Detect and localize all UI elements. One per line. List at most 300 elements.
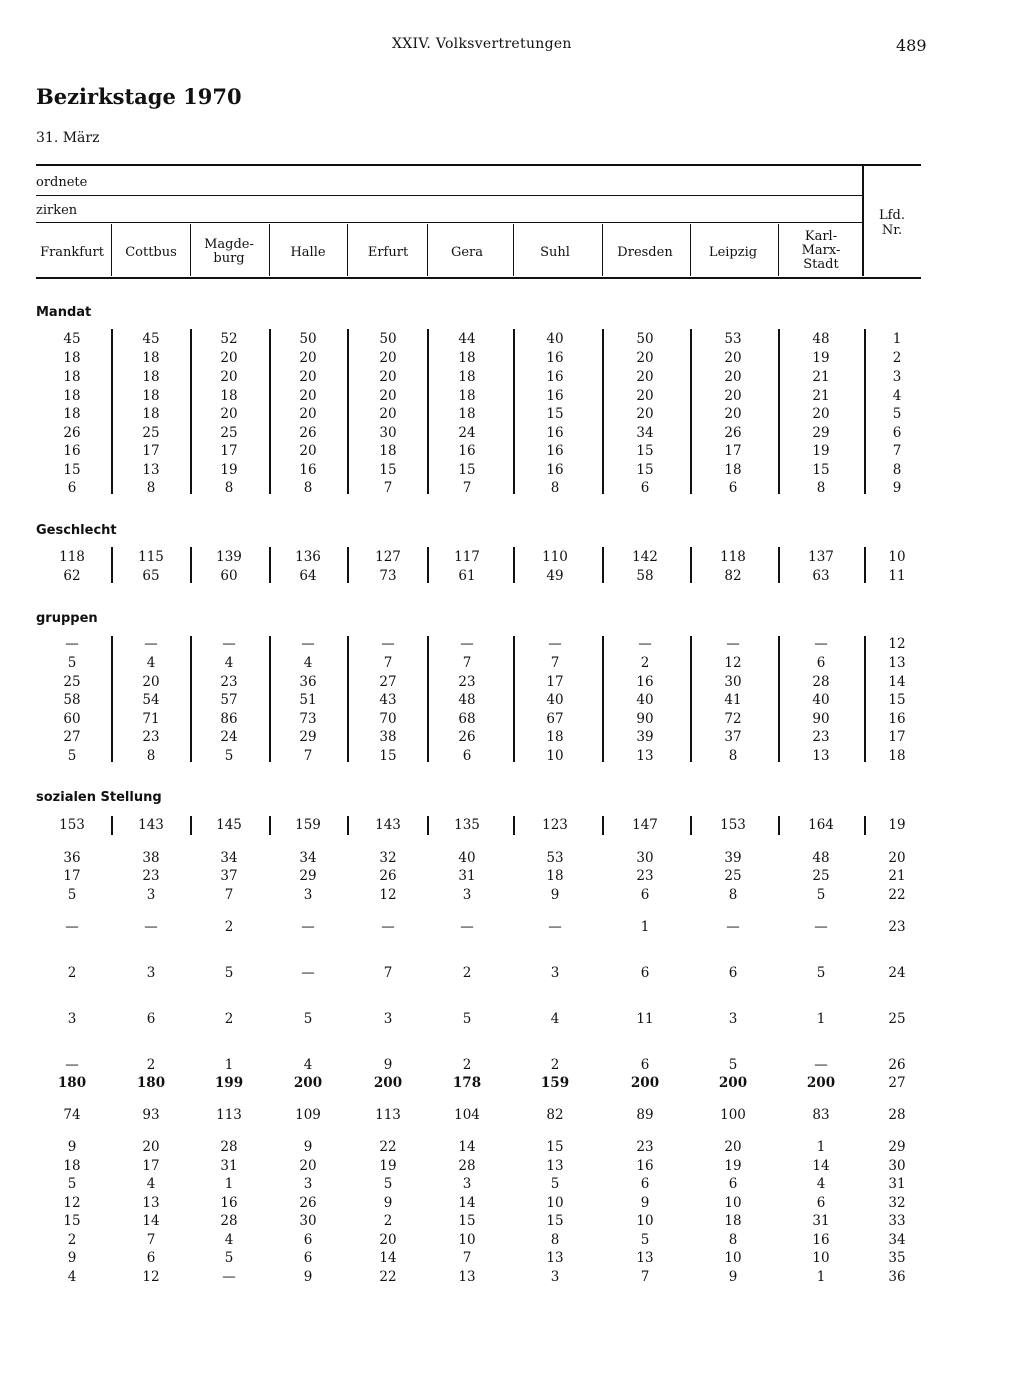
table-cell: — [548, 919, 562, 935]
table-cell: 32 [379, 850, 397, 866]
table-cell: 22 [379, 1269, 397, 1285]
table-cell: 60 [220, 568, 238, 584]
table-cell: 20 [636, 406, 654, 422]
table-cell: 26 [299, 425, 317, 441]
table-cell: 7 [383, 655, 393, 671]
table-cell: 20 [724, 406, 742, 422]
table-cell: 19 [812, 350, 830, 366]
table-cell: 5 [640, 1232, 650, 1248]
lfd-number: 30 [888, 1158, 906, 1174]
table-cell: 5 [383, 1176, 393, 1192]
table-cell: 200 [806, 1075, 836, 1091]
table-cell: — [381, 919, 395, 935]
table-cell: 3 [462, 887, 472, 903]
column-divider [347, 329, 349, 494]
table-cell: 23 [636, 1139, 654, 1155]
column-divider [427, 636, 429, 762]
running-head: XXIV. Volksvertretungen [392, 36, 572, 52]
table-cell: 4 [146, 1176, 156, 1192]
table-cell: 25 [812, 868, 830, 884]
table-cell: 18 [458, 350, 476, 366]
table-cell: — [381, 636, 395, 652]
section-heading: sozialen Stellung [36, 790, 162, 805]
table-cell: 67 [546, 711, 564, 727]
table-cell: 68 [458, 711, 476, 727]
lfd-number: 27 [888, 1075, 906, 1091]
table-cell: 5 [67, 655, 77, 671]
table-cell: 19 [812, 443, 830, 459]
table-cell: 24 [220, 729, 238, 745]
lfd-number: 20 [888, 850, 906, 866]
column-header: Cottbus [125, 245, 177, 260]
table-cell: 10 [636, 1213, 654, 1229]
table-cell: 14 [458, 1139, 476, 1155]
table-cell: 34 [220, 850, 238, 866]
table-cell: 180 [57, 1075, 87, 1091]
table-cell: 1 [816, 1011, 826, 1027]
lfd-divider [862, 166, 864, 276]
table-cell: 12 [142, 1269, 160, 1285]
section-heading: Mandat [36, 305, 92, 320]
table-cell: 20 [379, 1232, 397, 1248]
table-cell: 7 [640, 1269, 650, 1285]
lfd-number: 4 [892, 388, 902, 404]
column-divider [111, 636, 113, 762]
header-rule-2 [36, 222, 864, 223]
column-divider [513, 547, 515, 583]
table-cell: 2 [67, 965, 77, 981]
table-cell: 20 [724, 369, 742, 385]
table-cell: 5 [816, 965, 826, 981]
table-cell: 48 [812, 331, 830, 347]
table-cell: 200 [630, 1075, 660, 1091]
table-cell: 20 [636, 388, 654, 404]
table-cell: 6 [303, 1232, 313, 1248]
table-cell: 16 [546, 388, 564, 404]
table-cell: 26 [63, 425, 81, 441]
table-cell: 9 [383, 1195, 393, 1211]
lfd-number: 26 [888, 1057, 906, 1073]
table-cell: 18 [546, 868, 564, 884]
table-cell: 73 [379, 568, 397, 584]
column-divider [602, 224, 603, 276]
table-cell: 16 [299, 462, 317, 478]
table-cell: 20 [379, 406, 397, 422]
table-cell: 27 [379, 674, 397, 690]
table-cell: 3 [67, 1011, 77, 1027]
table-cell: 16 [546, 350, 564, 366]
table-cell: 30 [636, 850, 654, 866]
table-cell: 137 [808, 549, 834, 565]
table-cell: 37 [724, 729, 742, 745]
table-cell: — [65, 1057, 79, 1073]
table-cell: 118 [720, 549, 746, 565]
table-cell: 28 [458, 1158, 476, 1174]
table-cell: 16 [458, 443, 476, 459]
column-divider [778, 816, 780, 835]
table-cell: 18 [458, 406, 476, 422]
table-cell: 20 [220, 406, 238, 422]
table-cell: 1 [224, 1057, 234, 1073]
table-cell: 45 [142, 331, 160, 347]
table-cell: 110 [542, 549, 568, 565]
table-cell: 13 [142, 462, 160, 478]
table-cell: 41 [724, 692, 742, 708]
table-cell: 17 [142, 1158, 160, 1174]
table-cell: 15 [63, 462, 81, 478]
lfd-number: 2 [892, 350, 902, 366]
table-cell: 6 [728, 965, 738, 981]
table-cell: 3 [383, 1011, 393, 1027]
table-cell: — [814, 919, 828, 935]
table-cell: 23 [636, 868, 654, 884]
table-cell: 5 [728, 1057, 738, 1073]
table-cell: 29 [299, 729, 317, 745]
column-header: Halle [290, 245, 326, 260]
lfd-number: 8 [892, 462, 902, 478]
section-heading: gruppen [36, 611, 98, 626]
column-divider [513, 224, 514, 276]
column-divider [602, 816, 604, 835]
table-cell: 16 [63, 443, 81, 459]
table-cell: 18 [379, 443, 397, 459]
table-cell: 5 [224, 965, 234, 981]
table-cell: — [222, 636, 236, 652]
lfd-number: 36 [888, 1269, 906, 1285]
column-header: Magde- burg [204, 237, 254, 266]
table-cell: 40 [546, 331, 564, 347]
table-cell: 6 [728, 1176, 738, 1192]
lfd-number: 21 [888, 868, 906, 884]
table-cell: — [460, 636, 474, 652]
column-divider [269, 224, 270, 276]
table-cell: 20 [636, 350, 654, 366]
table-cell: 9 [550, 887, 560, 903]
table-cell: 18 [724, 1213, 742, 1229]
table-cell: 50 [379, 331, 397, 347]
header-rule-1 [36, 195, 864, 196]
table-cell: 17 [220, 443, 238, 459]
table-cell: 36 [299, 674, 317, 690]
table-cell: 104 [454, 1107, 480, 1123]
table-cell: 17 [63, 868, 81, 884]
table-cell: 31 [458, 868, 476, 884]
table-cell: 113 [216, 1107, 242, 1123]
table-cell: 8 [146, 480, 156, 496]
table-cell: 159 [540, 1075, 570, 1091]
table-cell: 9 [67, 1250, 77, 1266]
table-cell: 5 [224, 748, 234, 764]
table-cell: 16 [636, 1158, 654, 1174]
table-cell: 21 [812, 369, 830, 385]
table-cell: 12 [63, 1195, 81, 1211]
table-cell: 8 [303, 480, 313, 496]
lfd-number: 33 [888, 1213, 906, 1229]
table-cell: 3 [728, 1011, 738, 1027]
column-divider [190, 224, 191, 276]
lfd-number: 23 [888, 919, 906, 935]
table-cell: 22 [379, 1139, 397, 1155]
table-cell: 15 [458, 462, 476, 478]
table-cell: 3 [146, 887, 156, 903]
table-cell: 61 [458, 568, 476, 584]
column-divider [690, 636, 692, 762]
table-cell: 20 [220, 350, 238, 366]
table-cell: 10 [546, 748, 564, 764]
table-cell: 164 [808, 817, 834, 833]
column-divider [269, 329, 271, 494]
table-cell: — [65, 919, 79, 935]
table-cell: 2 [146, 1057, 156, 1073]
table-cell: 51 [299, 692, 317, 708]
lfd-number: 15 [888, 692, 906, 708]
table-cell: 28 [220, 1139, 238, 1155]
column-divider [190, 816, 192, 835]
page-number: 489 [896, 36, 927, 55]
table-cell: 9 [383, 1057, 393, 1073]
table-cell: 21 [812, 388, 830, 404]
table-cell: 20 [636, 369, 654, 385]
table-cell: 37 [220, 868, 238, 884]
column-divider [190, 636, 192, 762]
column-header: Gera [450, 245, 484, 260]
column-divider [864, 636, 866, 762]
column-divider [111, 329, 113, 494]
table-cell: 8 [728, 748, 738, 764]
table-cell: 23 [220, 674, 238, 690]
table-cell: — [726, 636, 740, 652]
table-cell: 20 [299, 1158, 317, 1174]
table-cell: 10 [546, 1195, 564, 1211]
table-cell: 4 [224, 655, 234, 671]
table-cell: 16 [546, 462, 564, 478]
header-row-ordnete: ordnete [36, 175, 88, 190]
table-cell: 18 [63, 388, 81, 404]
table-cell: 2 [462, 1057, 472, 1073]
lfd-number: 28 [888, 1107, 906, 1123]
table-cell: 5 [816, 887, 826, 903]
table-cell: 23 [812, 729, 830, 745]
column-divider [513, 816, 515, 835]
table-cell: 143 [375, 817, 401, 833]
table-cell: — [638, 636, 652, 652]
table-cell: 18 [220, 388, 238, 404]
table-cell: 17 [724, 443, 742, 459]
lfd-number: 18 [888, 748, 906, 764]
column-divider [602, 329, 604, 494]
table-cell: 18 [63, 1158, 81, 1174]
table-cell: 6 [816, 1195, 826, 1211]
column-divider [513, 636, 515, 762]
table-cell: 48 [812, 850, 830, 866]
table-cell: 6 [146, 1250, 156, 1266]
table-cell: 7 [462, 1250, 472, 1266]
column-divider [602, 547, 604, 583]
lfd-number: 3 [892, 369, 902, 385]
table-cell: — [548, 636, 562, 652]
table-cell: 14 [142, 1213, 160, 1229]
table-cell: 90 [812, 711, 830, 727]
table-cell: 8 [728, 1232, 738, 1248]
table-cell: 5 [303, 1011, 313, 1027]
table-cell: 13 [812, 748, 830, 764]
column-divider [864, 816, 866, 835]
table-cell: 6 [816, 655, 826, 671]
table-cell: 45 [63, 331, 81, 347]
table-cell: 44 [458, 331, 476, 347]
table-cell: 20 [142, 1139, 160, 1155]
table-cell: 15 [636, 462, 654, 478]
column-divider [778, 329, 780, 494]
table-cell: 15 [546, 406, 564, 422]
table-cell: 18 [458, 369, 476, 385]
table-cell: 23 [458, 674, 476, 690]
table-cell: 199 [214, 1075, 244, 1091]
column-divider [427, 224, 428, 276]
table-cell: — [144, 919, 158, 935]
column-divider [513, 329, 515, 494]
table-cell: 127 [375, 549, 401, 565]
table-cell: — [814, 1057, 828, 1073]
table-cell: 10 [812, 1250, 830, 1266]
lfd-number: 34 [888, 1232, 906, 1248]
table-cell: 2 [383, 1213, 393, 1229]
table-cell: 70 [379, 711, 397, 727]
table-cell: 11 [636, 1011, 654, 1027]
column-divider [347, 816, 349, 835]
lfd-number: 13 [888, 655, 906, 671]
table-cell: 8 [146, 748, 156, 764]
table-cell: 50 [299, 331, 317, 347]
table-cell: 34 [299, 850, 317, 866]
table-cell: 200 [373, 1075, 403, 1091]
column-divider [778, 547, 780, 583]
lfd-number: 24 [888, 965, 906, 981]
column-divider [190, 329, 192, 494]
table-cell: 4 [146, 655, 156, 671]
table-cell: 40 [812, 692, 830, 708]
table-cell: 20 [299, 350, 317, 366]
column-divider [864, 329, 866, 494]
table-cell: 20 [220, 369, 238, 385]
lfd-number: 6 [892, 425, 902, 441]
table-cell: 19 [724, 1158, 742, 1174]
table-cell: 5 [224, 1250, 234, 1266]
table-cell: 118 [59, 549, 85, 565]
table-cell: 40 [458, 850, 476, 866]
table-cell: — [726, 919, 740, 935]
table-cell: 20 [379, 350, 397, 366]
table-cell: 4 [816, 1176, 826, 1192]
table-cell: 8 [816, 480, 826, 496]
table-cell: 43 [379, 692, 397, 708]
table-cell: 7 [383, 965, 393, 981]
table-cell: 34 [636, 425, 654, 441]
table-cell: 31 [812, 1213, 830, 1229]
column-header: Suhl [540, 245, 570, 260]
column-divider [690, 329, 692, 494]
table-cell: 7 [462, 480, 472, 496]
table-cell: — [301, 919, 315, 935]
table-cell: 19 [379, 1158, 397, 1174]
table-cell: 20 [299, 443, 317, 459]
table-cell: 145 [216, 817, 242, 833]
column-divider [111, 816, 113, 835]
column-divider [602, 636, 604, 762]
table-cell: 100 [720, 1107, 746, 1123]
column-header: Frankfurt [40, 245, 104, 260]
table-cell: 25 [142, 425, 160, 441]
table-cell: 3 [146, 965, 156, 981]
table-cell: 72 [724, 711, 742, 727]
table-cell: 1 [224, 1176, 234, 1192]
table-cell: 9 [728, 1269, 738, 1285]
table-cell: — [144, 636, 158, 652]
table-cell: 153 [720, 817, 746, 833]
table-cell: 18 [724, 462, 742, 478]
table-cell: 1 [640, 919, 650, 935]
table-cell: 29 [812, 425, 830, 441]
column-header: Erfurt [367, 245, 409, 260]
table-cell: 65 [142, 568, 160, 584]
table-cell: 7 [224, 887, 234, 903]
table-cell: 20 [299, 388, 317, 404]
table-cell: 1 [816, 1269, 826, 1285]
table-cell: 18 [142, 388, 160, 404]
lfd-number: 35 [888, 1250, 906, 1266]
table-cell: — [301, 965, 315, 981]
table-cell: 89 [636, 1107, 654, 1123]
table-cell: 16 [546, 369, 564, 385]
table-cell: 142 [632, 549, 658, 565]
table-cell: 40 [546, 692, 564, 708]
table-cell: 6 [462, 748, 472, 764]
table-cell: 93 [142, 1107, 160, 1123]
table-cell: 31 [220, 1158, 238, 1174]
table-cell: 6 [640, 965, 650, 981]
table-cell: 20 [299, 406, 317, 422]
table-cell: 12 [724, 655, 742, 671]
table-cell: 20 [724, 350, 742, 366]
column-header: Karl- Marx- Stadt [801, 229, 841, 272]
column-divider [690, 816, 692, 835]
table-cell: 16 [636, 674, 654, 690]
table-cell: 15 [379, 462, 397, 478]
table-cell: — [460, 919, 474, 935]
table-cell: 53 [724, 331, 742, 347]
table-cell: 5 [462, 1011, 472, 1027]
column-divider [778, 636, 780, 762]
table-cell: 5 [67, 887, 77, 903]
table-cell: 40 [636, 692, 654, 708]
table-cell: 30 [379, 425, 397, 441]
lfd-number: 12 [888, 636, 906, 652]
table-cell: 25 [724, 868, 742, 884]
table-cell: 4 [303, 655, 313, 671]
date-label: 31. März [36, 130, 100, 146]
section-heading: Geschlecht [36, 523, 117, 538]
table-cell: 3 [550, 965, 560, 981]
table-cell: 13 [546, 1250, 564, 1266]
table-cell: 26 [299, 1195, 317, 1211]
table-cell: 9 [67, 1139, 77, 1155]
table-cell: 18 [63, 350, 81, 366]
table-cell: 6 [303, 1250, 313, 1266]
table-cell: — [222, 1269, 236, 1285]
table-cell: 15 [812, 462, 830, 478]
table-cell: — [814, 636, 828, 652]
column-divider [427, 547, 429, 583]
